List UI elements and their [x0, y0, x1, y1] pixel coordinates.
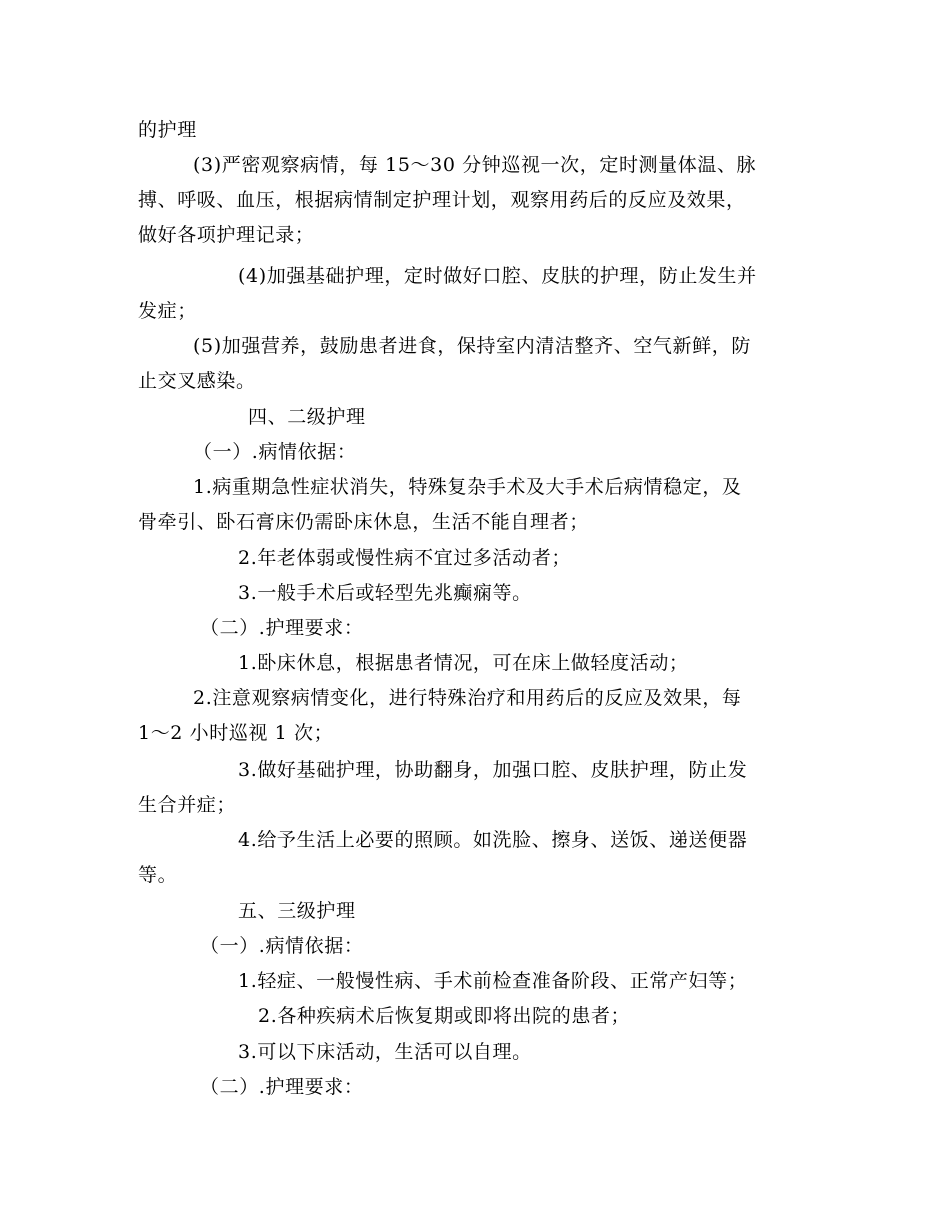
text-line: 1.卧床休息，根据患者情况，可在床上做轻度活动；	[238, 652, 689, 674]
text-line: 等。	[138, 864, 178, 886]
text-line: 2.各种疾病术后恢复期或即将出院的患者；	[258, 1005, 631, 1027]
text-line: 做好各项护理记录；	[138, 224, 315, 246]
subsection-heading: （二）.护理要求：	[200, 1076, 364, 1098]
text-line: 1.病重期急性症状消失，特殊复杂手术及大手术后病情稳定，及	[193, 476, 742, 498]
text-line: 骨牵引、卧石膏床仍需卧床休息，生活不能自理者；	[138, 511, 589, 533]
text-line: 止交叉感染。	[138, 370, 256, 392]
text-line: (5)加强营养，鼓励患者进食，保持室内清洁整齐、空气新鲜，防	[193, 335, 751, 357]
text-line: 发症；	[138, 300, 197, 322]
text-line: 1.轻症、一般慢性病、手术前检查准备阶段、正常产妇等；	[238, 970, 748, 992]
text-line: 2.年老体弱或慢性病不宜过多活动者；	[238, 547, 571, 569]
text-line: 1～2 小时巡视 1 次；	[138, 722, 334, 744]
text-line: 4.给予生活上必要的照顾。如洗脸、擦身、送饭、递送便器	[238, 829, 748, 851]
section-heading: 四、二级护理	[248, 406, 366, 428]
text-line: 3.一般手术后或轻型先兆癫痫等。	[238, 582, 532, 604]
text-line: 2.注意观察病情变化，进行特殊治疗和用药后的反应及效果，每	[193, 687, 742, 709]
text-line: 生合并症；	[138, 794, 237, 816]
text-line: 3.做好基础护理，协助翻身，加强口腔、皮肤护理，防止发	[238, 759, 748, 781]
subsection-heading: （一）.病情依据：	[200, 935, 364, 957]
text-line: 3.可以下床活动，生活可以自理。	[238, 1041, 532, 1063]
text-line: (4)加强基础护理，定时做好口腔、皮肤的护理，防止发生并	[238, 265, 757, 287]
subsection-heading: （二）.护理要求：	[200, 617, 364, 639]
text-line: (3)严密观察病情，每 15～30 分钟巡视一次，定时测量体温、脉	[193, 154, 757, 176]
text-line: 的护理	[138, 119, 197, 141]
section-heading: 五、三级护理	[238, 900, 356, 922]
text-line: 搏、呼吸、血压，根据病情制定护理计划，观察用药后的反应及效果，	[138, 189, 746, 211]
subsection-heading: （一）.病情依据：	[193, 441, 357, 463]
